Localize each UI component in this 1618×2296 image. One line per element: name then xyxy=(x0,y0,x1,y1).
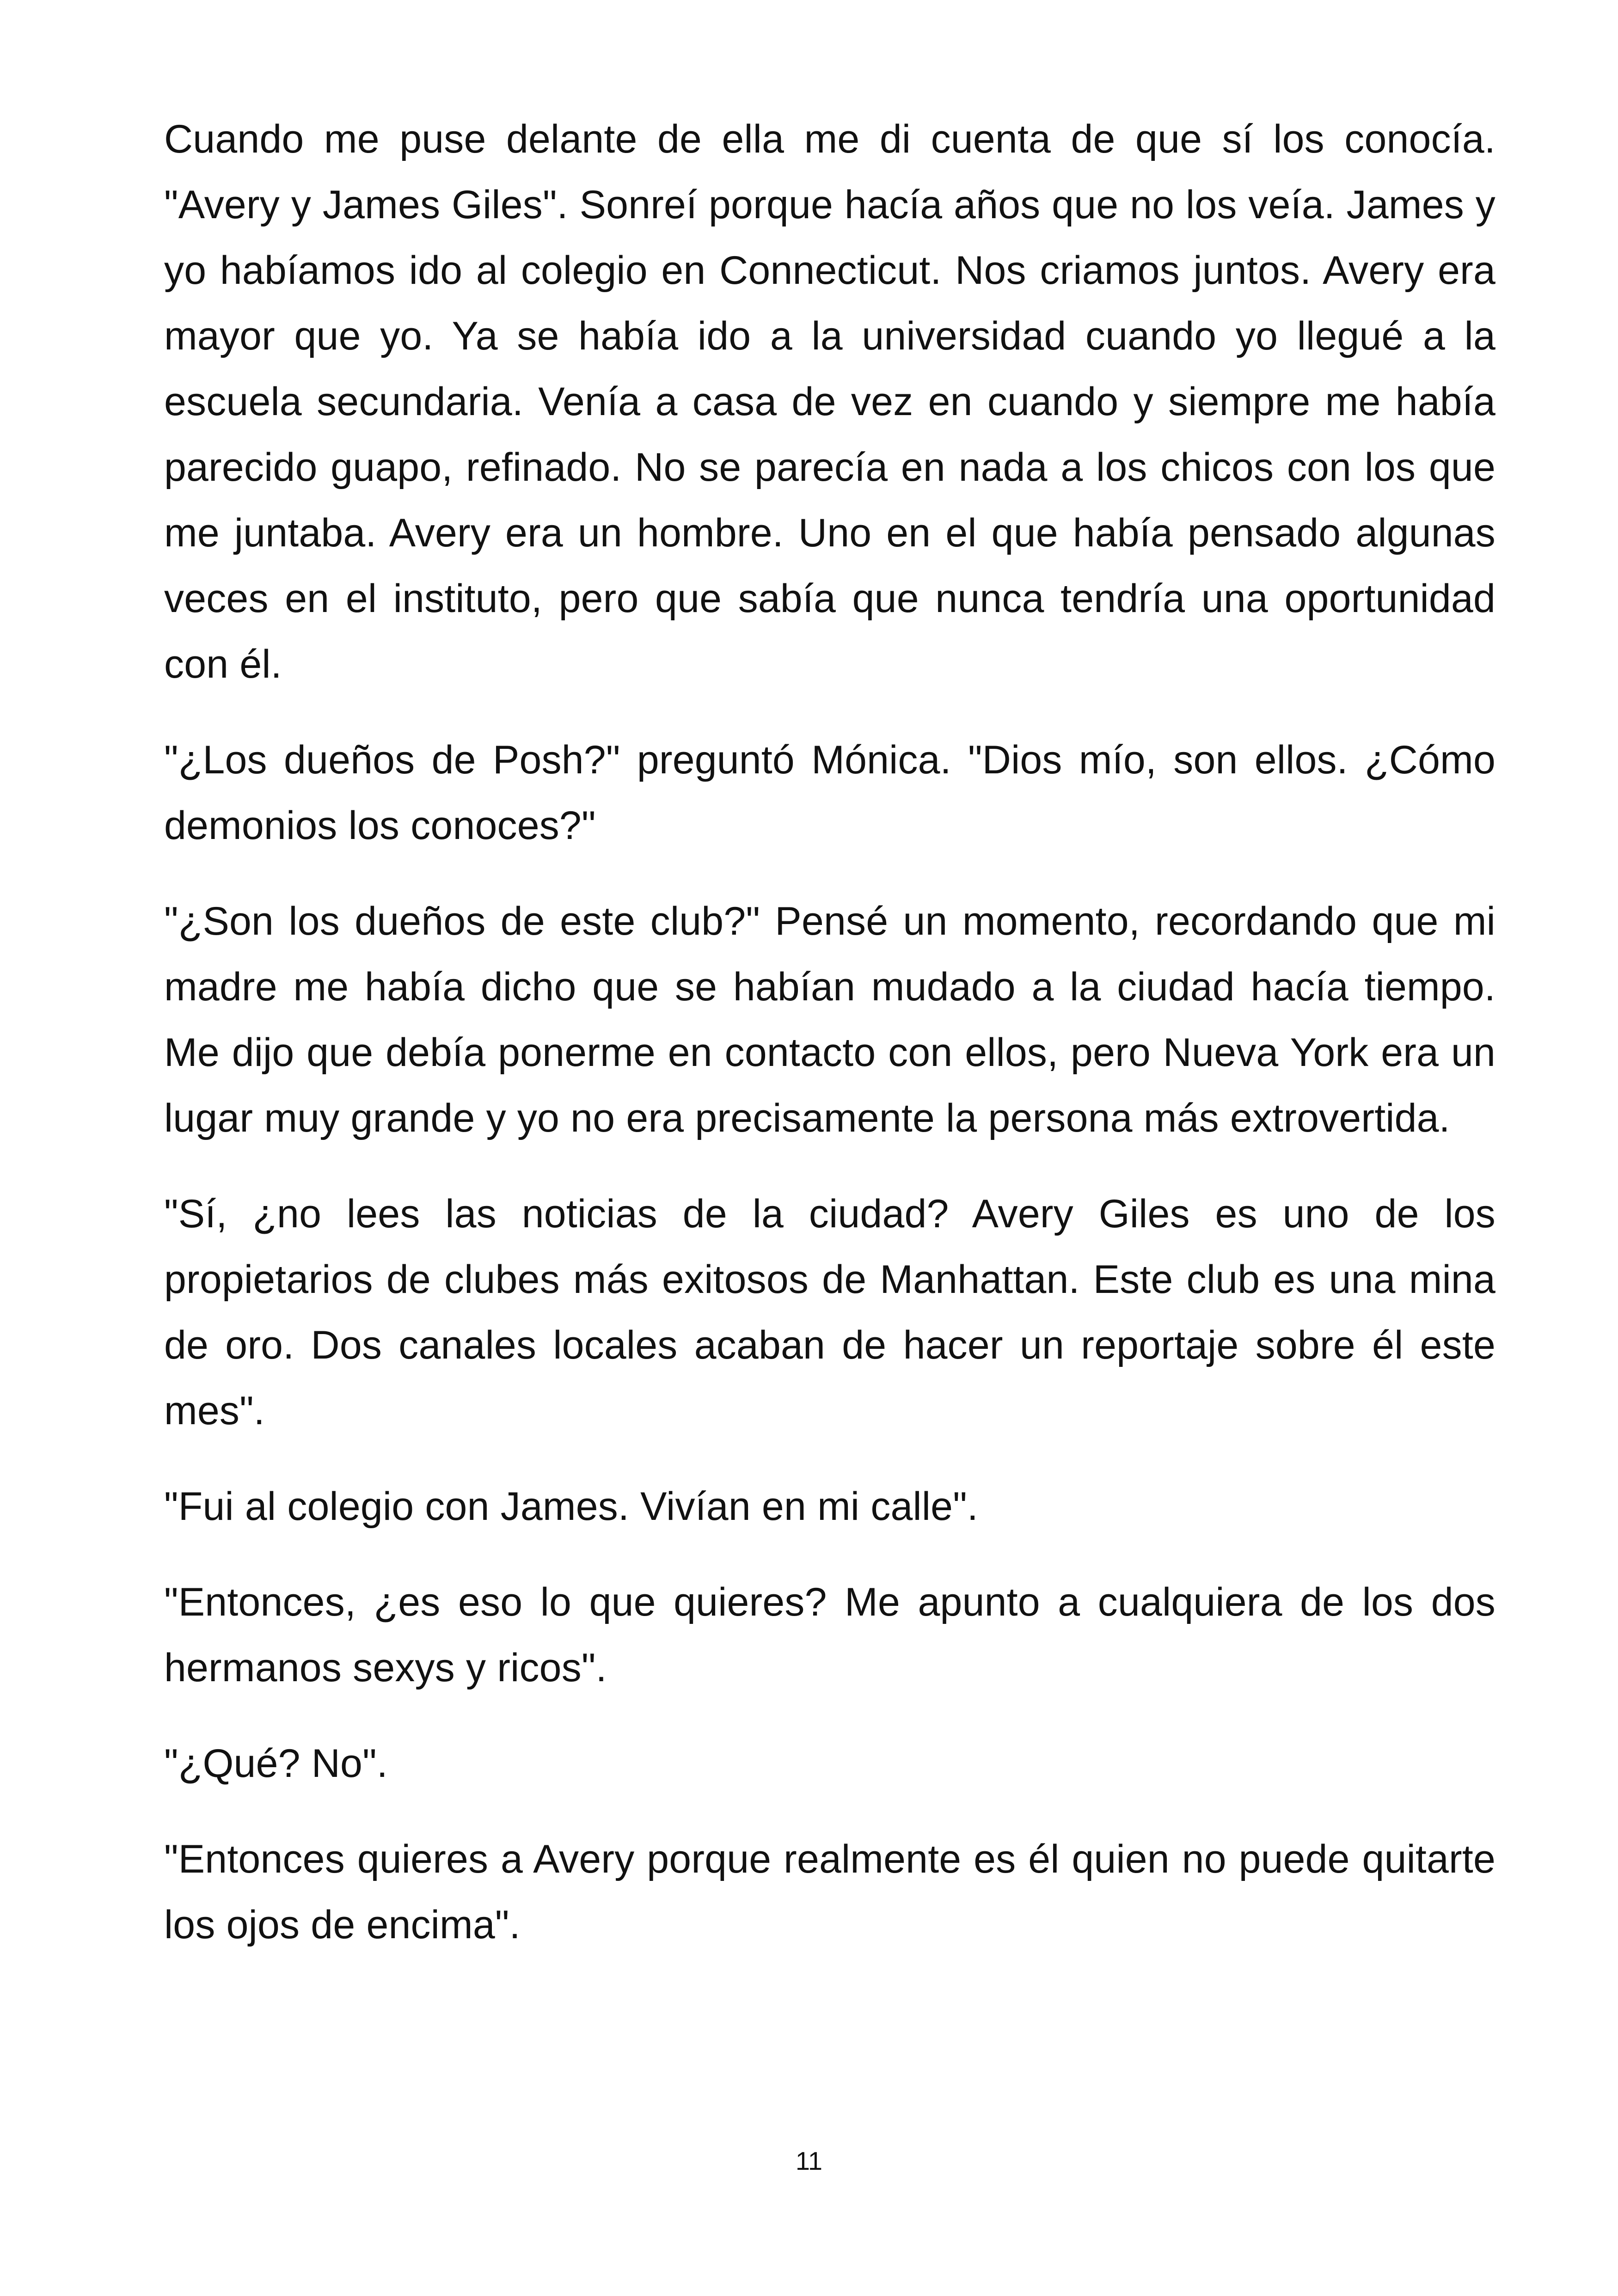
body-text xyxy=(164,106,1495,1988)
paragraph: "Fui al colegio con James. Vivían en mi calle". xyxy=(164,1484,979,1529)
paragraph: Cuando me puse delante de ella me di cuenta de que sí los conocía. "Avery y James Giles". Sonreí porque hacía años que no los veía. James y yo habíamos ido al colegio en Connecticut. Nos criamos juntos. Avery era mayor que yo. Ya se había ido a la universidad cuando yo llegué a la escuela secundaria. Venía a casa de vez en cuando y siempre me había parecido guapo, refinado. No se parecía en nada a los chicos con los que me juntaba. Avery era un hombre. Uno en el que había pensado algunas veces en el instituto, pero que sabía que nunca tendría una oportunidad con él. xyxy=(164,117,1495,686)
page-number: 11 xyxy=(795,2146,823,2175)
paragraph: "Entonces, ¿es eso lo que quieres? Me apunto a cualquiera de los dos hermanos sexys y ricos". xyxy=(164,1580,1495,1690)
paragraph: "Sí, ¿no lees las noticias de la ciudad? Avery Giles es uno de los propietarios de clubes más exitosos de Manhattan. Este club es una mina de oro. Dos canales locales acaban de hacer un reportaje sobre él este mes". xyxy=(164,1192,1495,1433)
paragraph: "¿Son los dueños de este club?" Pensé un momento, recordando que mi madre me había dicho que se habían mudado a la ciudad hacía tiempo. Me dijo que debía ponerme en contacto con ellos, pero Nueva York era un lugar muy grande y yo no era precisamente la persona más extrovertida. xyxy=(164,899,1495,1140)
paragraph: "¿Qué? No". xyxy=(164,1741,388,1786)
paragraph: "Entonces quieres a Avery porque realmente es él quien no puede quitarte los ojos de encima". xyxy=(164,1837,1495,1947)
paragraph: "¿Los dueños de Posh?" preguntó Mónica. "Dios mío, son ellos. ¿Cómo demonios los conoces?" xyxy=(164,738,1495,848)
